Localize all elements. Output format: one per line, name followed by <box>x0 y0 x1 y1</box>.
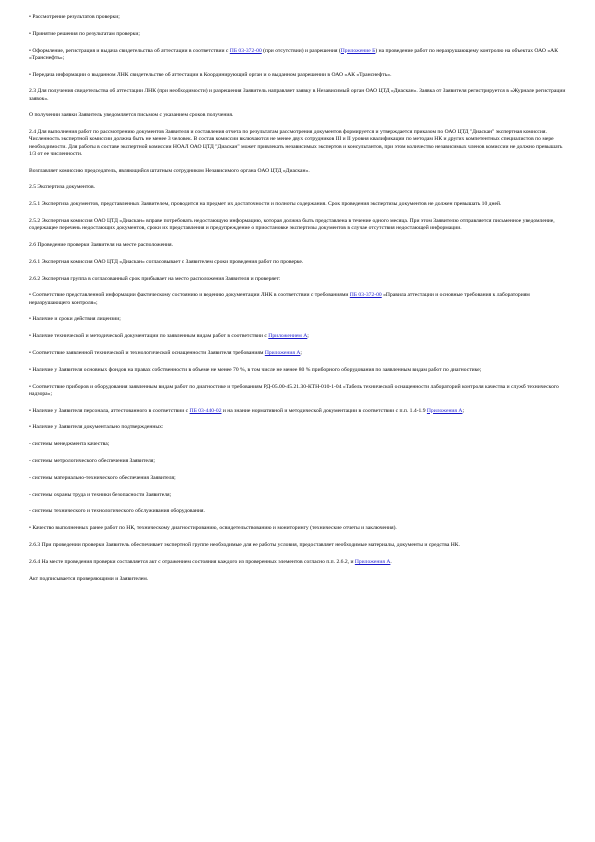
paragraph-text: 2.5 Экспертиза документов. <box>29 184 96 191</box>
paragraph <box>29 576 566 583</box>
paragraph-text: . <box>390 558 392 565</box>
paragraph-text: • Передача информации о выданном ЛНК свидетельстве об аттестации в Координирующий орган и о выданном разрешении в ОАО «АК «Транснефть». <box>29 71 392 78</box>
paragraph <box>29 242 566 249</box>
document-link[interactable]: ПБ 03-440-02 <box>189 407 222 414</box>
paragraph <box>29 276 566 283</box>
paragraph-text: • Наличие и сроки действия лицензии; <box>29 316 121 323</box>
paragraph <box>29 316 566 323</box>
paragraph <box>29 350 566 357</box>
paragraph-text: • Соответствие приборов и оборудования заявленным видам работ по диагностике и требованиям РД-05.00-45.21.30-КТН-010-1-04 «Табель технической оснащенности лабораторий контроля качества и служб технического надзора»; <box>29 383 559 397</box>
paragraph <box>29 292 566 306</box>
paragraph-text: - системы менеджмента качества; <box>29 441 110 448</box>
document-link[interactable]: ПБ 03-372-00 <box>229 47 262 54</box>
paragraph <box>29 441 566 448</box>
paragraph-text: • Наличие у Заявителя основных фондов на правах собственности в объеме не менее 70 %, в том числе не менее 80 % приборного оборудования по заявленным видам работ по диагностике; <box>29 366 482 373</box>
paragraph-text: и на знание нормативной и методической документации в соответствии с п.п. 1.4-1.9 <box>221 407 427 414</box>
paragraph <box>29 48 566 62</box>
paragraph <box>29 218 566 232</box>
paragraph-text: • Принятие решения по результатам проверки; <box>29 30 140 37</box>
paragraph-text: ; <box>307 333 309 340</box>
paragraph <box>29 88 566 102</box>
paragraph <box>29 525 566 532</box>
paragraph <box>29 31 566 38</box>
paragraph <box>29 424 566 431</box>
paragraph-text: 2.4 Для выполнения работ по рассмотрению документов Заявителя и составления отчета по результатам рассмотрения документов формируется и утверждается приказом по ОАО ЦТД "Диаскан" экспертная комиссия. Численность экспертной комиссии должна быть не менее 3 человек. В состав комиссии включаются не менее двух сотрудников III и II уровня квалификации по методам НК и других компетентных специалистов по мере необходимости. Для работы в составе экспертной комиссии НОАЛ ОАО ЦТД "Диаскан" может привлекать независимых экспертов и консультантов, при этом количество независимых членов комиссии не должно превышать 1/3 от ее численности. <box>29 129 563 157</box>
paragraph-text: 2.5.1 Экспертиза документов, представленных Заявителем, проводится на предмет их достаточности и полноты содержания. Срок проведения экспертизы документов не должен превышать 10 дней. <box>29 201 502 208</box>
paragraph-text: 2.6.4 На месте проведения проверки составляется акт с отражением состояния каждого из проверенных элементов согласно п.п. 2.6.2, и <box>29 558 355 565</box>
paragraph-text: (при отсутствии) и разрешения ( <box>261 47 341 54</box>
paragraph-text: • Оформление, регистрация и выдача свидетельства об аттестации в соответствии с <box>29 47 230 54</box>
paragraph-text: • Соответствие представленной информации фактическому состоянию и ведению документации ЛНК в соответствии с требованиями <box>29 292 350 299</box>
paragraph-text: 2.6.3 При проведении проверки Заявитель обеспечивает экспертной группе необходимые для ее работы условия, предоставляет необходимые материалы, документы и средства НК. <box>29 541 460 548</box>
paragraph-text: 2.6.1 Экспертная комиссия ОАО ЦТД «Диаскан» согласовывает с Заявителем сроки проведения работ по проверке. <box>29 258 304 265</box>
paragraph <box>29 542 566 549</box>
paragraph-text: 2.6 Проведение проверки Заявителя на месте расположения. <box>29 241 174 248</box>
paragraph <box>29 201 566 208</box>
paragraph-text: • Наличие технической и методической документации по заявленным видам работ в соответствии с <box>29 333 269 340</box>
paragraph-text: ; <box>462 407 465 414</box>
paragraph-text: • Соответствие заявленной технической и технологической оснащенности Заявителя требованиям <box>29 349 265 356</box>
paragraph <box>29 559 566 566</box>
paragraph <box>29 112 566 119</box>
document-link[interactable]: Приложением А <box>268 333 308 340</box>
paragraph-text: ) на проведение работ по неразрушающему контролю на объектах ОАО «АК «Транснефть»; <box>29 47 558 61</box>
paragraph-text: О получении заявки Заявитель уведомляется письмом с указанием сроков получения. <box>29 112 234 119</box>
paragraph <box>29 458 566 465</box>
paragraph <box>29 72 566 79</box>
paragraph-text: • Рассмотрение результатов проверки; <box>29 14 120 20</box>
paragraph-text: Возглавляет комиссию председатель, являющийся штатным сотрудником Независимого органа ОАО ЦТД «Диаскан». <box>29 167 310 174</box>
paragraph-text: ; <box>300 349 302 356</box>
paragraph-text: «Правила аттестации и основные требования к лабораториям неразрушающего контроля»; <box>29 292 530 306</box>
paragraph <box>29 14 566 21</box>
paragraph <box>29 184 566 191</box>
document-link[interactable]: Приложение Б <box>340 47 376 54</box>
paragraph <box>29 129 566 158</box>
paragraph <box>29 259 566 266</box>
paragraph-text: • Наличие у Заявителя документально подтвержденных: <box>29 424 164 431</box>
paragraph-text: 2.3 Для получения свидетельства об аттестации ЛНК (при необходимости) и разрешения Заявитель направляет заявку в Независимый орган ОАО ЦТД «Диаскан». Заявка от Заявителя регистрируется в «Журнале регистрации заявок». <box>29 88 566 102</box>
document-link[interactable]: Приложения А <box>354 558 391 565</box>
document-link[interactable]: Приложения А <box>426 407 463 414</box>
paragraph-text: - системы метрологического обеспечения Заявителя; <box>29 457 155 464</box>
paragraph <box>29 508 566 515</box>
document-link[interactable]: ПБ 03-372-00 <box>349 292 382 299</box>
paragraph <box>29 333 566 340</box>
paragraph-text: • Качество выполненных ранее работ по НК, техническому диагностированию, освидетельствованию и мониторингу (технические отчеты и заключения). <box>29 525 397 532</box>
paragraph-text: - системы материально-технического обеспечения Заявителя; <box>29 474 176 481</box>
document-link[interactable]: Приложения А <box>264 349 301 356</box>
paragraph-text: 2.5.2 Экспертная комиссия ОАО ЦТД «Диаскан» вправе потребовать недостающую информацию, которая должна быть представлена в течение одного месяца. При этом Заявителю отправляется письменное уведомление, содержащее перечень недостающих документов, сроки их представления и предупреждение о приостановке экспертизы документов в случае отсутствия недостающей информации. <box>29 217 555 232</box>
paragraph-text: Акт подписывается проверяющими и Заявителем. <box>29 575 149 582</box>
paragraph <box>29 492 566 499</box>
paragraph-text: - системы технического и технологического обслуживания оборудования. <box>29 508 205 515</box>
paragraph-text: - системы охраны труда и техники безопасности Заявителя; <box>29 491 172 498</box>
paragraph <box>29 408 566 415</box>
paragraph <box>29 475 566 482</box>
paragraph-text: • Наличие у Заявителя персонала, аттестованного в соответствии с <box>29 407 190 414</box>
paragraph <box>29 367 566 374</box>
paragraph <box>29 168 566 175</box>
paragraph <box>29 384 566 398</box>
paragraph-text: 2.6.2 Экспертная группа в согласованный срок прибывает на место расположения Заявителя и проверяет: <box>29 275 281 282</box>
